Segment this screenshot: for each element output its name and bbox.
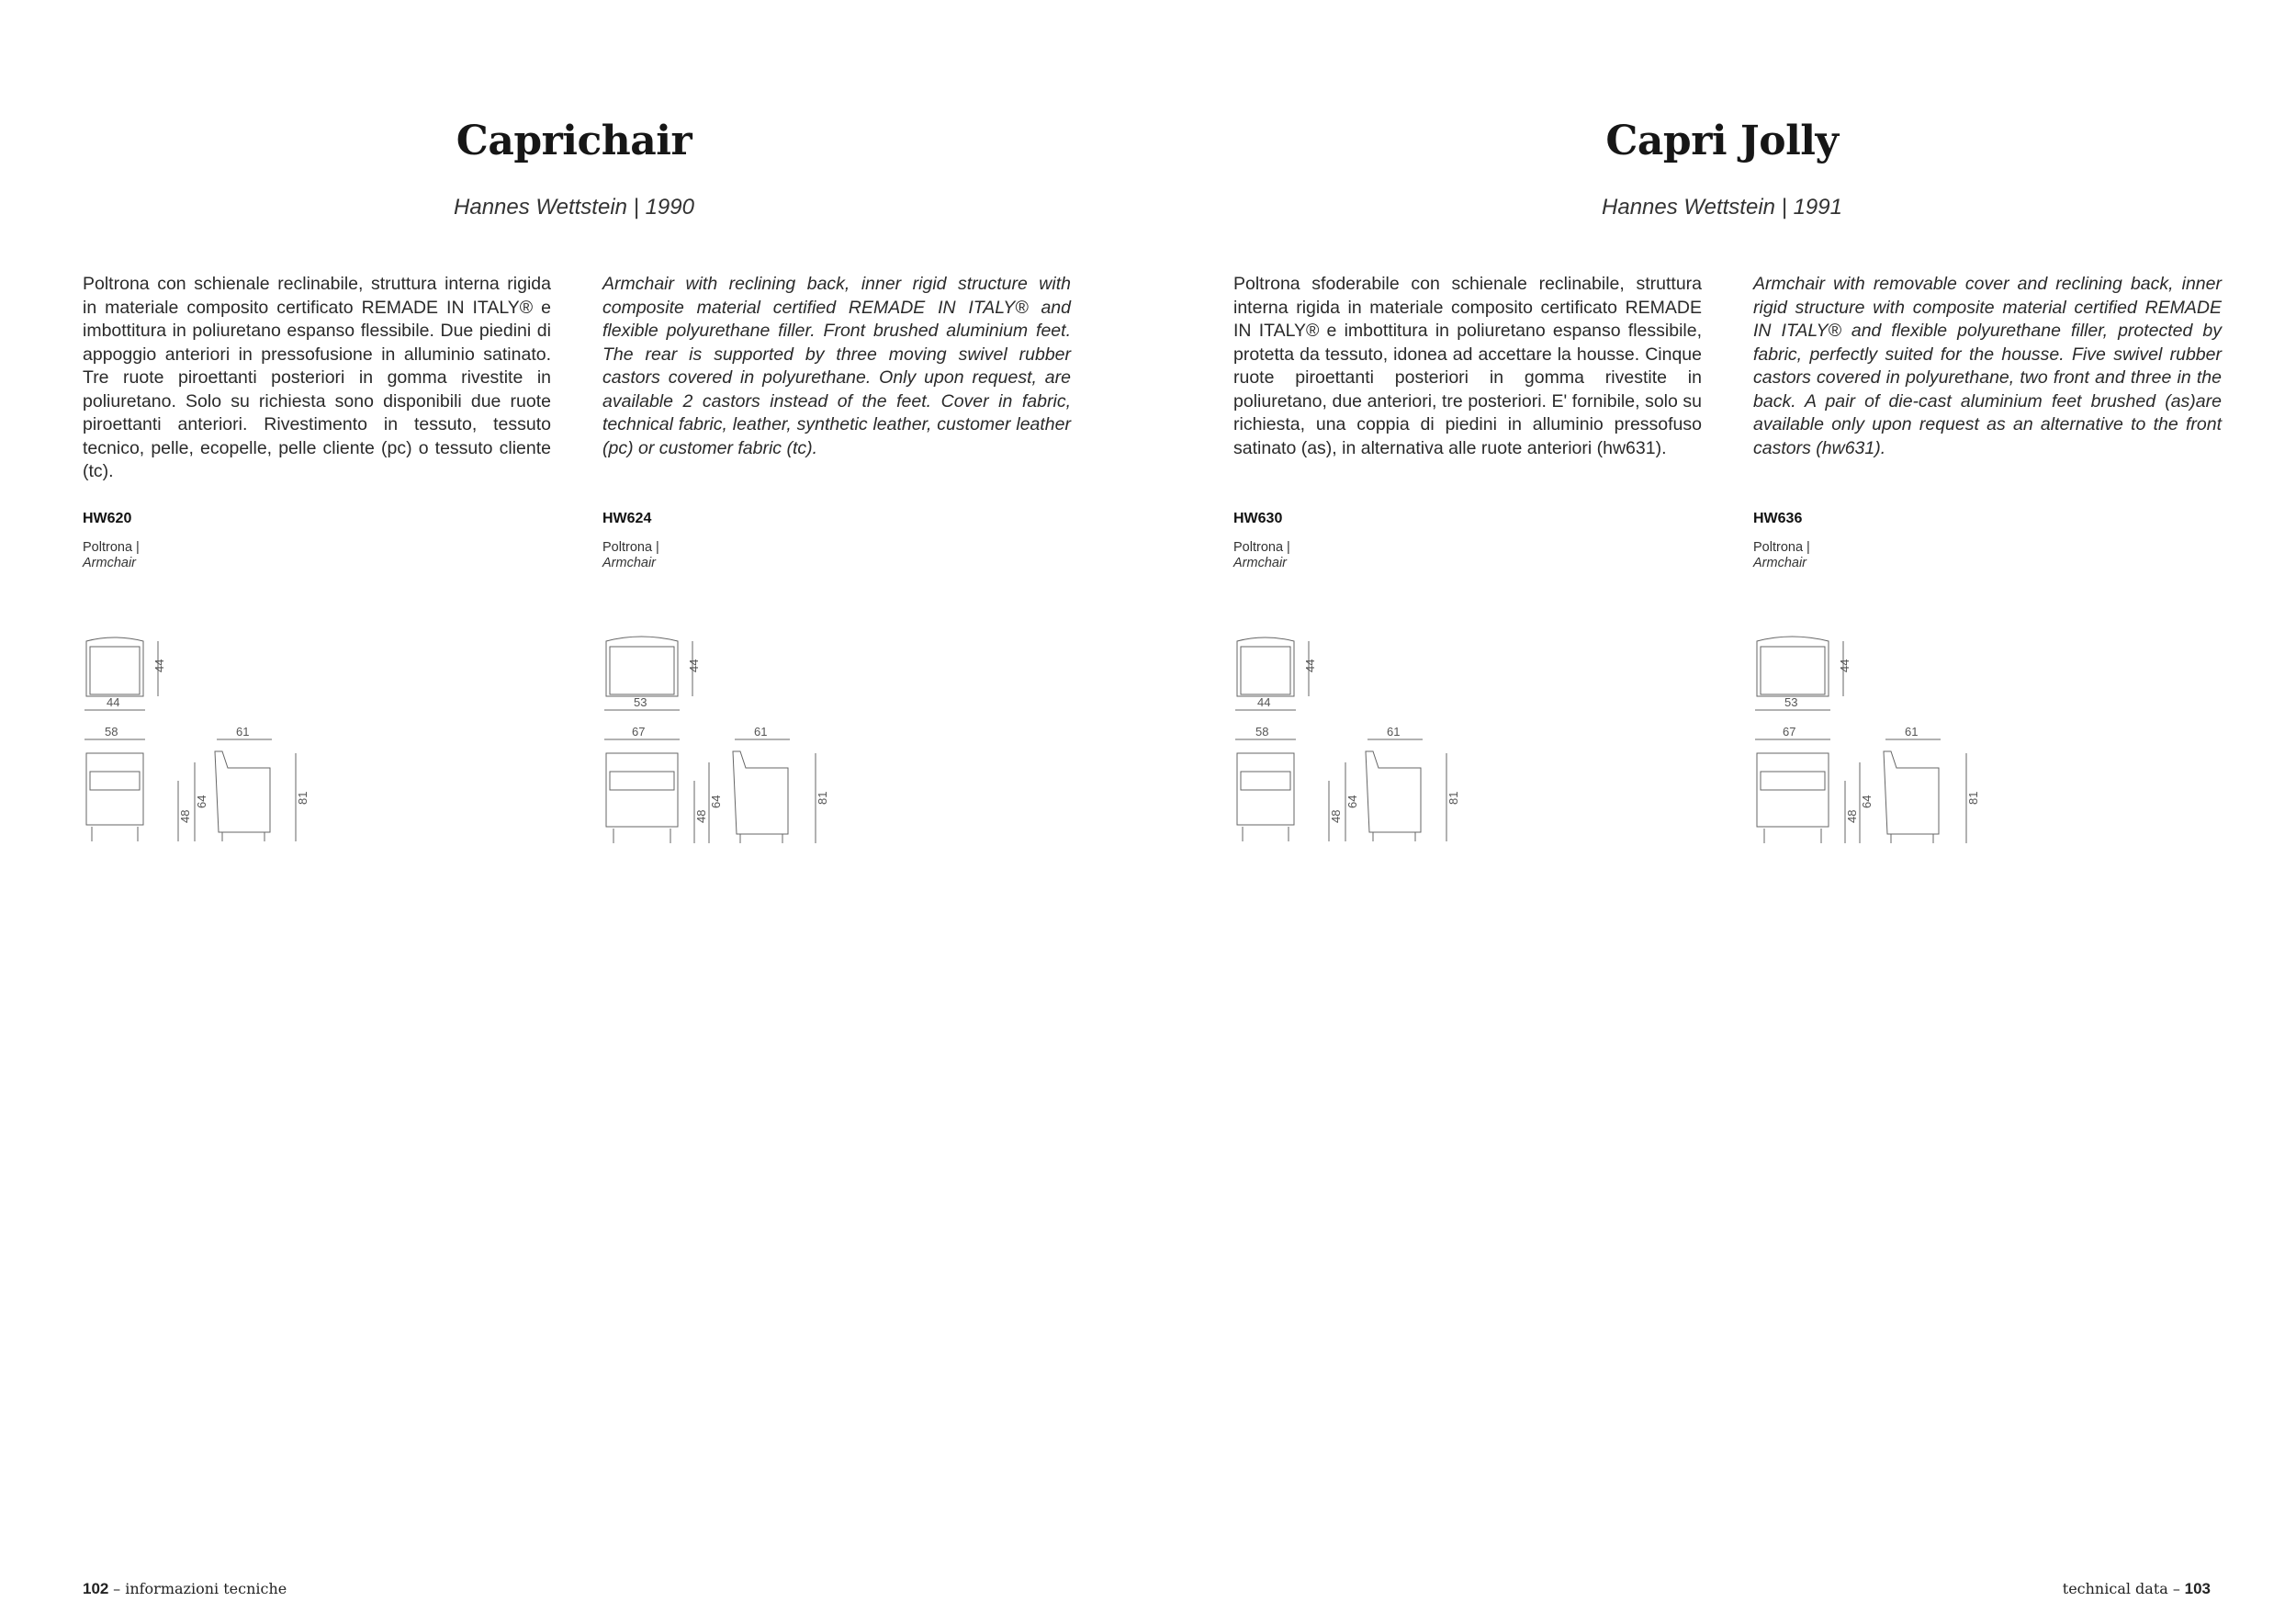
armchair-dimension-drawing [1230,625,1469,854]
designer-subtitle: Hannes Wettstein | 1991 [1602,195,1842,220]
svg-text:81: 81 [816,791,829,805]
technical-drawing [599,625,838,859]
svg-text:48: 48 [1845,809,1859,823]
armchair-dimension-drawing [599,625,838,854]
svg-text:64: 64 [1345,795,1359,808]
model-block [1233,511,1509,571]
svg-text:48: 48 [178,809,192,823]
svg-text:81: 81 [296,791,310,805]
svg-text:44: 44 [107,695,120,709]
footer-label: – informazioni tecniche [113,1580,287,1597]
page-number: 103 [2184,1580,2211,1597]
svg-text:67: 67 [632,725,646,739]
svg-text:48: 48 [694,809,708,823]
technical-drawing [1230,625,1469,859]
svg-text:81: 81 [1446,791,1460,805]
model-type-english: Armchair [1753,556,1807,570]
svg-text:58: 58 [1255,725,1269,739]
model-type-italian: Poltrona | [1753,540,1810,555]
svg-text:67: 67 [1783,725,1796,739]
product-title: Caprichair [456,118,692,164]
svg-text:44: 44 [1838,659,1851,672]
model-code: HW630 [1233,511,1283,526]
model-type-italian: Poltrona | [83,540,140,555]
armchair-dimension-drawing [1750,625,1988,854]
svg-text:61: 61 [1387,725,1401,739]
model-type-english: Armchair [602,556,657,570]
description-english: Armchair with reclining back, inner rigid structure with composite material certified REMADE IN ITALY® and flexible polyurethane filler. Front brushed aluminium feet. The rear is supported by three moving swivel rubber castors covered in polyurethane. Only upon request, are available 2 castors instead of the feet. Cover in fabric, technical fabric, leather, synthetic leather, customer leather (pc) or customer fabric (tc). [602,274,1071,458]
svg-text:44: 44 [1303,659,1317,672]
svg-text:53: 53 [1784,695,1798,709]
model-code: HW636 [1753,511,1803,526]
technical-drawing [1750,625,1988,859]
description-italian: Poltrona sfoderabile con schienale reclinabile, struttura interna rigida in materiale composito certificato REMADE IN ITALY® e imbottitura in poliuretano espanso flessibile, protetta da tessuto, idonea ad accettare la housse. Cinque ruote piroettanti posteriori in gomma rivestite in poliuretano, due anteriori, tre posteriori. E' fornibile, solo su richiesta, una coppia di piedini in alluminio pressofuso satinato (as), in alternativa alle ruote anteriori (hw631). [1233,274,1702,458]
page-footer [2063,1580,2211,1598]
svg-text:44: 44 [152,659,166,672]
page-number: 102 [83,1580,109,1597]
right-page [1148,0,2296,1624]
svg-text:61: 61 [754,725,768,739]
model-block [1753,511,2029,571]
page-footer [83,1580,287,1598]
footer-label: technical data – [2062,1580,2180,1597]
svg-text:64: 64 [709,795,723,808]
description-italian: Poltrona con schienale reclinabile, struttura interna rigida in materiale composito certificato REMADE IN ITALY® e imbottitura in poliuretano espanso flessibile. Due piedini di appoggio anteriori in pressofusione in alluminio satinato. Tre ruote piroettanti posteriori in gomma rivestite in poliuretano. Solo su richiesta sono disponibili due ruote piroettanti anteriori. Rivestimento in tessuto, tessuto tecnico, pelle, ecopelle, pelle cliente (pc) o tessuto cliente (tc). [83,274,551,481]
model-code: HW620 [83,511,132,526]
svg-text:81: 81 [1966,791,1980,805]
model-type-english: Armchair [1233,556,1288,570]
technical-drawing [79,625,318,859]
armchair-dimension-drawing [79,625,318,854]
model-block [83,511,358,571]
svg-text:53: 53 [634,695,647,709]
designer-subtitle: Hannes Wettstein | 1990 [454,195,694,220]
description-english: Armchair with removable cover and reclining back, inner rigid structure with composite material certified REMADE IN ITALY® and flexible polyurethane filler, protected by fabric, perfectly suited for the housse. Five swivel rubber castors covered in polyurethane, two front and three in the back. A pair of die-cast aluminium feet brushed (as)are available only upon request as an alternative to the front castors (hw631). [1753,274,2222,458]
svg-text:48: 48 [1329,809,1343,823]
svg-text:58: 58 [105,725,118,739]
svg-text:44: 44 [1257,695,1271,709]
product-title: Capri Jolly [1605,118,1839,164]
svg-text:61: 61 [1905,725,1919,739]
model-block [602,511,878,571]
model-type-italian: Poltrona | [1233,540,1290,555]
svg-text:61: 61 [236,725,250,739]
model-code: HW624 [602,511,652,526]
svg-text:64: 64 [195,795,208,808]
svg-text:64: 64 [1860,795,1874,808]
model-type-italian: Poltrona | [602,540,659,555]
model-type-english: Armchair [83,556,137,570]
svg-text:44: 44 [687,659,701,672]
